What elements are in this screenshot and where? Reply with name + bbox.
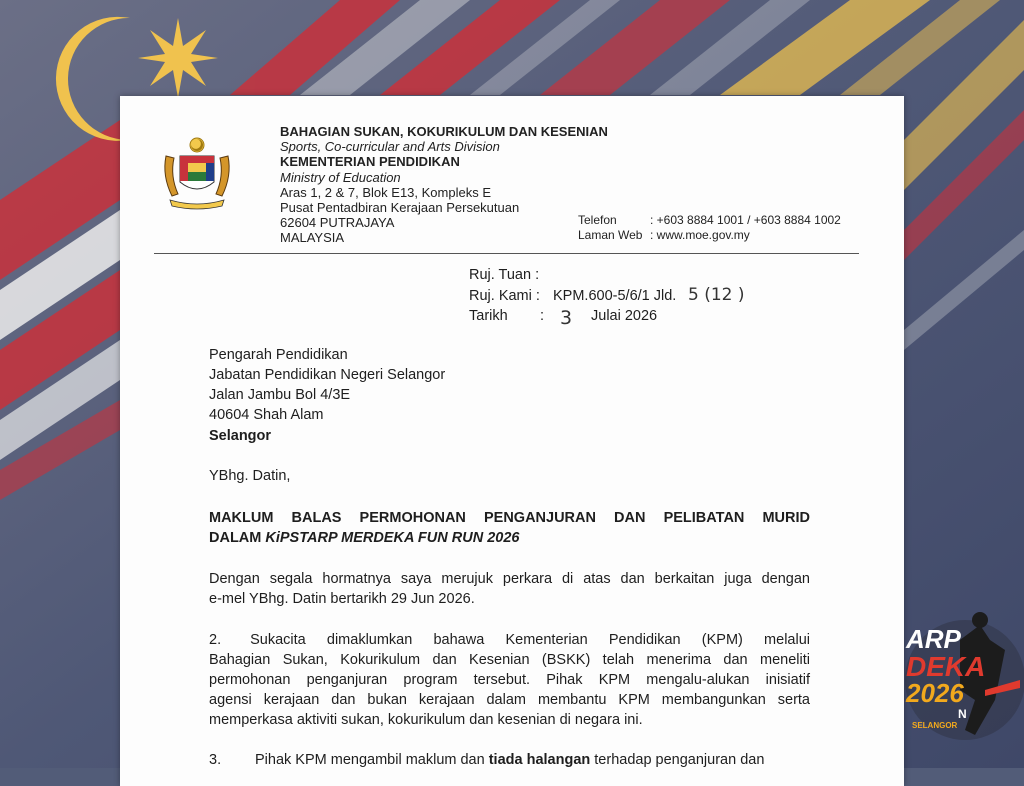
address-line-3: Jalan Jambu Bol 4/3E: [209, 387, 351, 403]
subject-prefix: DALAM: [209, 530, 266, 546]
coat-of-arms-icon: [160, 136, 234, 212]
letterhead-address-3: 62604 PUTRAJAYA: [280, 215, 395, 230]
para3-number: 3.: [209, 752, 222, 768]
letterhead-division-en: Sports, Co-curricular and Arts Division: [280, 139, 500, 154]
telefon-label: Telefon: [578, 213, 617, 227]
tarikh-value: Julai 2026: [591, 308, 658, 324]
ruj-kami-label: Ruj. Kami :: [469, 288, 540, 304]
subject-line-1: MAKLUM BALAS PERMOHONAN PENGANJURAN DAN PELIBATAN MURID: [209, 510, 810, 526]
para2-line-4: agensi kerajaan dan bukan kerajaan dalam membantu KPM membangunkan serta: [209, 692, 810, 708]
badge-text-5: SELANGOR: [912, 721, 958, 730]
para2-line-2: Bahagian Sukan, Kokurikulum dan Kesenian (BSKK) telah menerima dan meneliti: [209, 652, 810, 668]
badge-text-3: 2026: [906, 678, 964, 708]
para2-line-1: 2. Sukacita dimaklumkan bahawa Kementerian Pendidikan (KPM) melalui: [209, 632, 810, 648]
ruj-kami-value: KPM.600-5/6/1 Jld.: [553, 288, 677, 304]
letterhead-ministry-en: Ministry of Education: [280, 170, 401, 185]
address-line-2: Jabatan Pendidikan Negeri Selangor: [209, 367, 446, 383]
web-label: Laman Web: [578, 228, 643, 242]
letterhead-address-1: Aras 1, 2 & 7, Blok E13, Kompleks E: [280, 185, 491, 200]
letter-page: [120, 96, 904, 786]
tarikh-colon: :: [540, 308, 545, 324]
badge-text-4: N: [958, 707, 967, 721]
para3-post: terhadap penganjuran dan: [590, 752, 765, 768]
web-value: : www.moe.gov.my: [650, 228, 750, 242]
letterhead-address-4: MALAYSIA: [280, 230, 345, 245]
address-line-1: Pengarah Pendidikan: [209, 347, 348, 363]
tarikh-day-handwritten: 3: [560, 307, 573, 329]
para2-line-3: permohonan penganjuran program tersebut. Pihak KPM mengalu-alukan inisiatif: [209, 672, 810, 688]
address-line-4: 40604 Shah Alam: [209, 407, 324, 423]
salutation: YBhg. Datin,: [209, 468, 291, 484]
letterhead-division: BAHAGIAN SUKAN, KOKURIKULUM DAN KESENIAN: [280, 124, 608, 139]
badge-text-2: DEKA: [906, 651, 986, 682]
letterhead-divider: [154, 253, 859, 254]
telefon-value: : +603 8884 1001 / +603 8884 1002: [650, 213, 841, 227]
para3-line-1: [255, 750, 810, 770]
subject-event-name: KiPSTARP MERDEKA FUN RUN 2026: [265, 530, 520, 546]
para3-bold: tiada halangan: [488, 752, 591, 768]
para3-pre: Pihak KPM mengambil maklum dan: [255, 752, 489, 768]
badge-text-1: ARP: [906, 624, 961, 654]
letterhead-address-2: Pusat Pentadbiran Kerajaan Persekutuan: [280, 200, 520, 215]
ruj-tuan-label: Ruj. Tuan :: [469, 267, 540, 283]
address-line-5: Selangor: [209, 428, 272, 444]
letterhead-ministry: KEMENTERIAN PENDIDIKAN: [280, 154, 460, 169]
para1-line-1: Dengan segala hormatnya saya merujuk perkara di atas dan berkaitan juga dengan: [209, 571, 810, 587]
tarikh-label: Tarikh: [469, 308, 508, 324]
para2-line-5: memperkasa aktiviti sukan, kokurikulum dan kesenian di negara ini.: [209, 712, 643, 728]
subject-line-2: [209, 528, 810, 548]
para1-line-2: e-mel YBhg. Datin bertarikh 29 Jun 2026.: [209, 591, 475, 607]
ruj-kami-handwritten: 5 (12 ): [688, 285, 745, 305]
